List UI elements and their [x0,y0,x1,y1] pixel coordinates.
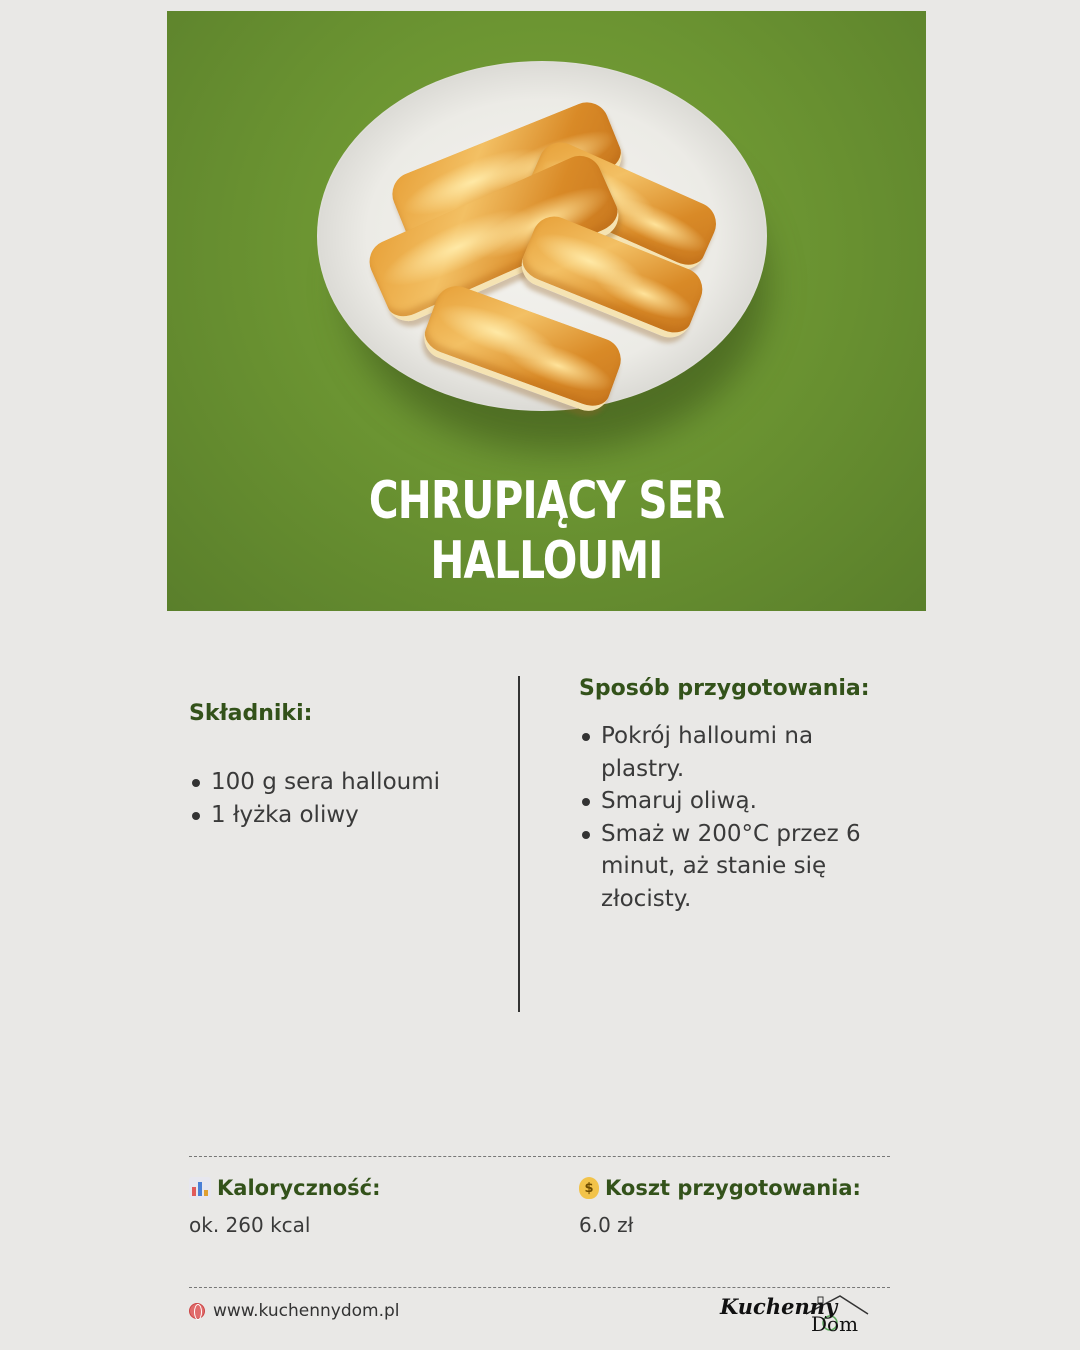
logo-text-dom: Dom [811,1312,859,1336]
hero-banner [167,11,926,611]
kuchenny-dom-logo [718,1294,873,1334]
list-item: Smaruj oliwą. [579,785,879,818]
column-divider [518,676,520,1012]
cost-label: Koszt przygotowania: [605,1176,861,1200]
halloumi-plate-image [317,61,767,431]
divider-line [189,1287,890,1288]
cost-value: 6.0 zł [579,1213,634,1237]
recipe-title: CHRUPIĄCY SER HALLOUMI [368,471,725,591]
bar-chart-icon [189,1177,211,1199]
list-item: Smaż w 200°C przez 6 minut, aż stanie się złocisty. [579,818,879,916]
ingredients-list [189,766,509,831]
method-list [579,720,879,915]
ingredients-section [189,698,509,831]
website-link[interactable] [189,1301,400,1321]
website-text: www.kuchennydom.pl [213,1301,400,1321]
cost-block [579,1176,861,1237]
divider-line [189,1156,890,1157]
globe-icon [189,1303,205,1319]
logo-text-kuchenny: Kuchenny [720,1294,838,1319]
method-section [579,673,879,915]
calories-label: Kaloryczność: [217,1176,381,1200]
calories-value: ok. 260 kcal [189,1213,311,1237]
calories-block [189,1176,381,1237]
ingredients-heading: Składniki: [189,701,313,726]
money-bag-icon: $ [579,1177,599,1199]
list-item: Pokrój halloumi na plastry. [579,720,879,785]
list-item: 100 g sera halloumi [189,766,509,799]
method-heading: Sposób przygotowania: [579,676,870,701]
list-item: 1 łyżka oliwy [189,799,509,832]
